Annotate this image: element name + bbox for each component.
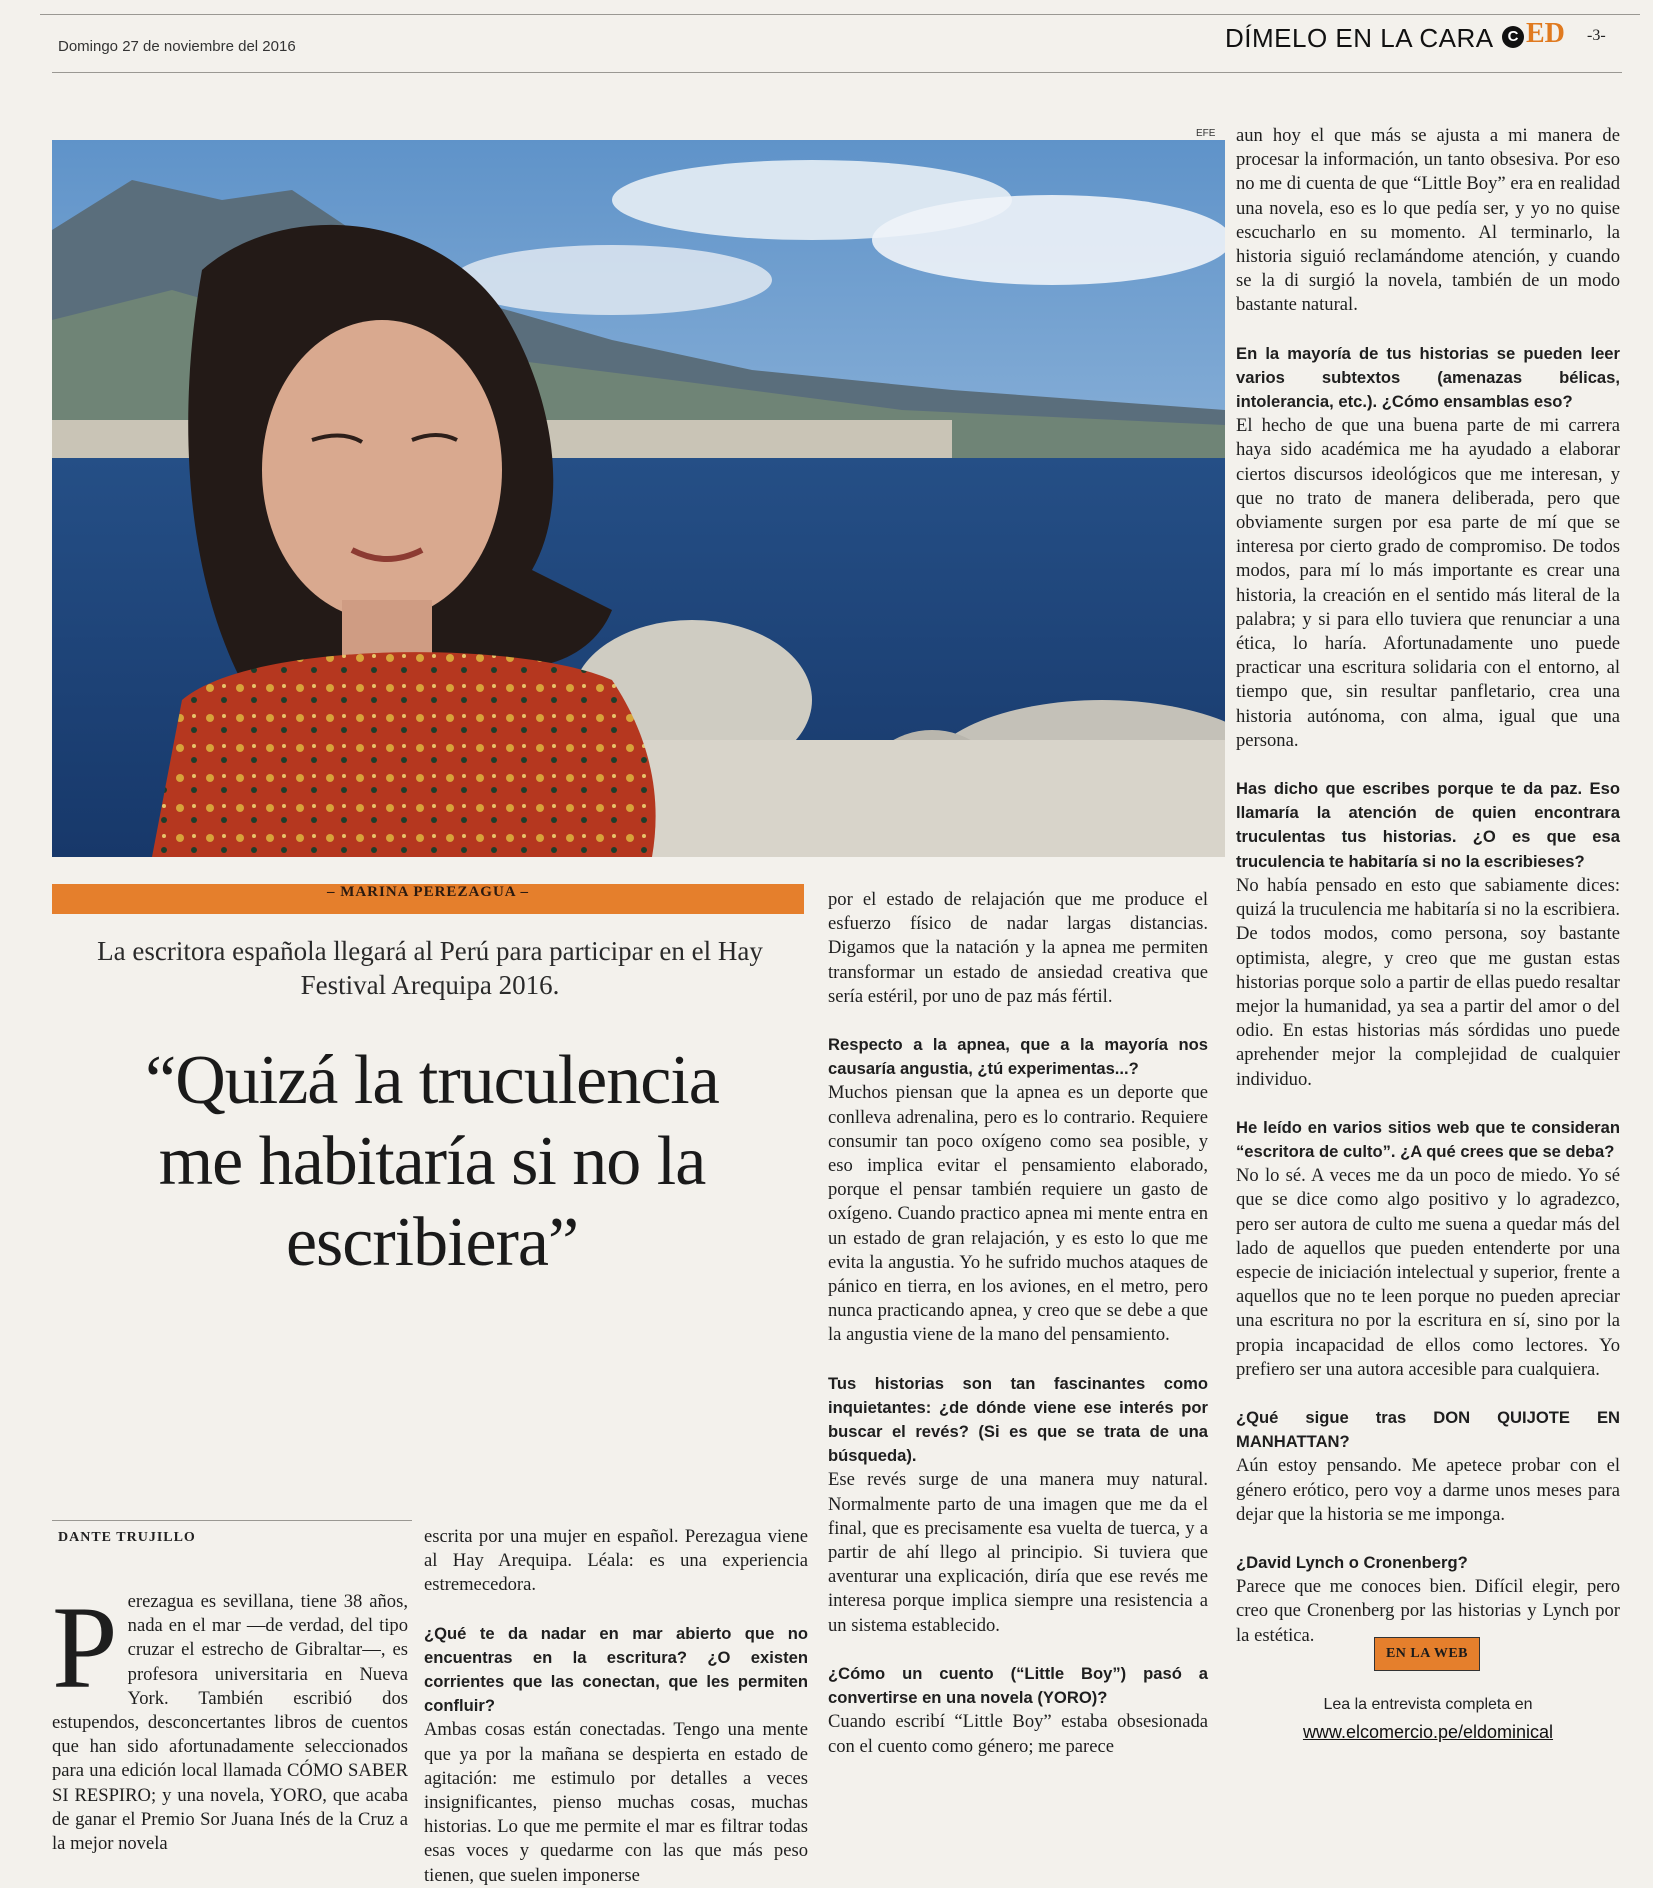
web-link[interactable]: www.elcomercio.pe/eldominical <box>1302 1722 1554 1742</box>
question-5: En la mayoría de tus historias se pueden leer varios subtextos (amenazas bélicas, intolerancia, etc.). ¿Cómo ensamblas eso? <box>1236 343 1620 412</box>
question-4: ¿Cómo un cuento (“Little Boy”) pasó a convertirse en una novela (YORO)? <box>828 1663 1208 1708</box>
question-8: ¿Qué sigue tras DON QUIJOTE EN MANHATTAN? <box>1236 1407 1620 1452</box>
column-4 <box>1236 124 1620 1648</box>
intro-paragraph: erezagua es sevillana, tiene 38 años, nada en el mar —de verdad, del tipo cruzar el estrecho de Gibraltar—, es profesora universitaria en Nueva York. También escribió dos estupendos, desconcertantes libros de cuentos que han sido afortunadamente seleccionados para una edición local llamada CÓMO SABER SI RESPIRO; y una novela, YORO, que acaba de ganar el Premio Sor Juana Inés de la Cruz a la mejor novela <box>52 1591 408 1855</box>
photo-credit: EFE <box>1196 128 1216 139</box>
section-title: DÍMELO EN LA CARA <box>1225 23 1494 53</box>
answer-4: Cuando escribí “Little Boy” estaba obsesionada con el cuento como género; me parece <box>828 1711 1208 1757</box>
column-3 <box>828 888 1208 1759</box>
column-2 <box>424 1525 808 1888</box>
drop-cap: P <box>52 1582 118 1713</box>
question-3: Tus historias son tan fascinantes como inquietantes: ¿de dónde viene ese interés por buscar el revés? (Si es que se trata de una búsqueda). <box>828 1373 1208 1466</box>
answer-3: Ese revés surge de una manera muy natural. Normalmente parto de una imagen que me da el final, que es precisamente esa vuelta de tuerca, y a partir de ahí llego al principio. Si tuviera que aventurar una explicación, diría que ese revés me interesa porque implica siempre una resistencia a un sistema establecido. <box>828 1469 1208 1636</box>
photo-illustration <box>52 140 1225 857</box>
subject-name-bar <box>52 884 804 914</box>
answer-4-end: aun hoy el que más se ajusta a mi manera de procesar la información, un tanto obsesiva. Por eso no me di cuenta de que “Little Boy” era en realidad una novela, eso es lo que pedía ser, y yo no quise escucharlo en su momento. Al terminarlo, la historia siguió reclamándome atención, y cuando se la di surgió la novela, también de un modo bastante natural. <box>1236 125 1620 316</box>
logo-ed: ED <box>1526 18 1565 49</box>
issue-date: Domingo 27 de noviembre del 2016 <box>58 38 296 55</box>
answer-5: El hecho de que una buena parte de mi carrera haya sido académica me ha ayudado a elaborar ciertos discursos ideológicos que me interesan, y que no trato de manera deliberada, pero que obviamente surgen por esa parte de mí que se interesa por cierto grado de compromiso. De todos modos, para mí lo más importante es crear una historia, la creación en el sentido más literal de la palabra; y si para ello tuviera que renunciar a una ética, lo haría. Afortunadamente uno puede practicar una escritura solidaria con el entorno, al tiempo que, sin resultar panfletario, crea una historia autónoma, con alma, igual que una persona. <box>1236 415 1620 751</box>
top-rule <box>40 14 1640 15</box>
byline: DANTE TRUJILLO <box>58 1530 196 1545</box>
logo-c-icon: C <box>1502 26 1524 48</box>
answer-7: No lo sé. A veces me da un poco de miedo. Yo sé que se dice como algo positivo y lo agradezco, pero ser autora de culto me suena a quedar más del lado de aquellos que pueden entenderte por una especie de iniciación intelectual y superior, frente a aquellos que no te leen porque no pueden apreciar una escritura no por la escritura en sí, sino por la propia incapacidad de ellos como lectores. Yo prefiero ser una autora accesible para cualquiera. <box>1236 1165 1620 1380</box>
headline-line-1: “Quizá la truculencia <box>145 1042 719 1119</box>
question-2: Respecto a la apnea, que a la mayoría nos causaría angustia, ¿tú experimentas...? <box>828 1035 1208 1079</box>
page-number: -3- <box>1587 27 1606 44</box>
header-rule <box>52 72 1622 73</box>
article-headline <box>52 1040 812 1283</box>
answer-8: Aún estoy pensando. Me apetece probar con el género erótico, pero voy a darme unos meses para dejar que la historia se me imponga. <box>1236 1455 1620 1525</box>
headline-line-2: me habitaría si no la <box>158 1123 706 1200</box>
byline-rule <box>52 1520 412 1521</box>
intro-paragraph-end: escrita por una mujer en español. Perezagua viene al Hay Arequipa. Léala: es una experiencia estremecedora. <box>424 1526 808 1596</box>
answer-2: Muchos piensan que la apnea es un deporte que conlleva adrenalina, pero es lo contrario. Requiere consumir tan poco oxígeno como sea posible, y eso implica evitar el pensamiento elaborado, porque el pensar también requiere un gasto de oxígeno. Cuando practico apnea mi mente entra en un estado de gran relajación, y es esto lo que me evita la angustia. Yo he sufrido muchos ataques de pánico en tierra, en los aviones, en el metro, pero nunca practicando apnea, y creo que se debe a que la angustia viene de la mano del pensamiento. <box>828 1082 1208 1346</box>
subject-name: – MARINA PEREZAGUA – <box>326 884 530 900</box>
question-1: ¿Qué te da nadar en mar abierto que no encuentras en la escritura? ¿O existen corrientes que las conectan, que les permiten confluir? <box>424 1623 808 1716</box>
article-subtitle: La escritora española llegará al Perú para participar en el Hay Festival Arequipa 2016. <box>97 936 763 1000</box>
question-9: ¿David Lynch o Cronenberg? <box>1236 1552 1468 1572</box>
question-6: Has dicho que escribes porque te da paz. Eso llamaría la atención de quien encontrara truculentas tus historias. ¿O es que esa truculencia te habitaría si no la escribieses? <box>1236 779 1620 871</box>
answer-9: Parece que me conoces bien. Difícil elegir, pero creo que Cronenberg por las historias y Lynch por la estética. <box>1236 1576 1620 1646</box>
web-text: Lea la entrevista completa en <box>1323 1696 1533 1713</box>
article-photo <box>52 140 1225 857</box>
web-label: EN LA WEB <box>1374 1637 1480 1671</box>
column-1 <box>52 1582 408 1856</box>
headline-line-3: escribiera” <box>285 1204 579 1281</box>
question-7: He leído en varios sitios web que te consideran “escritora de culto”. ¿A qué crees que se deba? <box>1236 1117 1620 1161</box>
answer-6: No había pensado en esto que sabiamente dices: quizá la truculencia me habitaría si no la escribiera. De todos modos, como persona, soy bastante optimista, alegre, y creo que me gustan estas historias porque solo a partir de ellas puedo resaltar mejor la humanidad, ya sea a partir del amor o del odio. En estas historias más sórdidas uno puede aprehender mejor la complejidad de cualquier individuo. <box>1236 874 1620 1090</box>
answer-1-end: por el estado de relajación que me produce el esfuerzo físico de nadar largas distancias. Digamos que la natación y la apnea me permiten transformar un estado de ansiedad creativa que sería estéril, por uno de paz más fértil. <box>828 889 1208 1007</box>
answer-1: Ambas cosas están conectadas. Tengo una mente que ya por la mañana se despierta en estado de agitación: me estimulo por detalles a veces insignificantes, pienso muchas cosas, muchas historias. Lo que me permite el mar es filtrar todas esas voces y quedarme con las que más peso tienen, que suelen imponerse <box>424 1719 808 1886</box>
